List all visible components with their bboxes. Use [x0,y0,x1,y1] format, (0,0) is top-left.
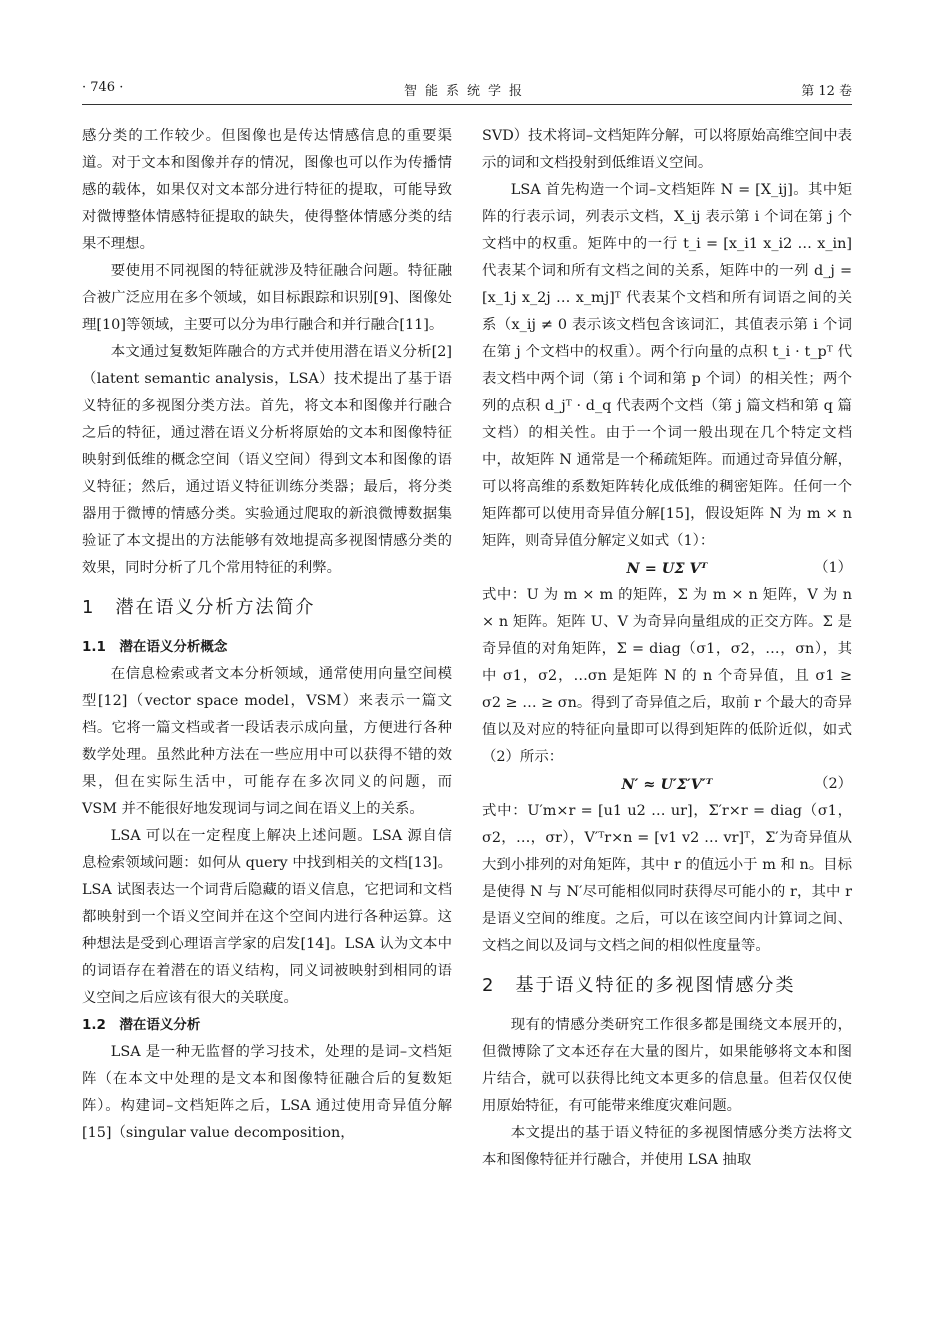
equation-number: （2） [814,776,852,792]
subsection-heading-1-2: 1.2 潜在语义分析 [82,1017,201,1033]
left-column [82,123,452,1147]
equation-number: （1） [814,560,852,576]
section-heading-2: 2 基于语义特征的多视图情感分类 [482,975,796,996]
equation-body: N′ ≈ U′Σ′V′ᵀ [621,776,713,793]
volume-label: 第 12 卷 [801,84,852,99]
running-head [82,80,852,104]
paragraph: LSA 是一种无监督的学习技术，处理的是词–文档矩阵（在本文中处理的是文本和图像特征融合后的复数矩阵）。构建词–文档矩阵之后，LSA 通过使用奇异值分解[15]（singular value decomposition， [82,1044,452,1141]
equation-2 [482,771,852,798]
header-rule [82,104,852,105]
paragraph: 式中：U′m×r = [u1 u2 … ur]，Σ′r×r = diag（σ1，σ2，…，σr），V′ᵀr×n = [v1 v2 … vr]ᵀ，Σ′为奇异值从大到小排列的对角矩阵，其中 r 的值远小于 m 和 n。目标是使得 N 与 N′尽可能相似同时获得尽可能小的 r，其中 r 是语义空间的维度。之后，可以在该空间内计算词之间、文档之间以及词与文档之间的相似性度量等。 [482,803,852,954]
paragraph: 现有的情感分类研究工作很多都是围绕文本展开的，但微博除了文本还存在大量的图片，如果能够将文本和图片结合，就可以获得比纯文本更多的信息量。但若仅仅使用原始特征，有可能带来维度灾难问题。 [482,1017,852,1114]
paragraph: LSA 可以在一定程度上解决上述问题。LSA 源自信息检索领域问题：如何从 query 中找到相关的文档[13]。LSA 试图表达一个词背后隐藏的语义信息，它把词和文档都映射到一个语义空间并在这个空间内进行各种运算。这种想法是受到心理语言学家的启发[14]。LSA 认为文本中的词语存在着潜在的语义结构，同义词被映射到相同的语义空间之后应该有很大的关联度。 [82,828,452,1006]
paragraph: 要使用不同视图的特征就涉及特征融合问题。特征融合被广泛应用在多个领域，如目标跟踪和识别[9]、图像处理[10]等领域，主要可以分为串行融合和并行融合[11]。 [82,263,452,333]
section-heading-1: 1 潜在语义分析方法简介 [82,597,316,618]
journal-title: 智能系统学报 [403,84,530,99]
paragraph: SVD）技术将词–文档矩阵分解，可以将原始高维空间中表示的词和文档投射到低维语义空间。 [482,128,852,171]
equation-body: N = UΣ Vᵀ [626,560,708,577]
equation-1 [482,555,852,582]
paragraph: LSA 首先构造一个词–文档矩阵 N = [X_ij]。其中矩阵的行表示词，列表示文档，X_ij 表示第 i 个词在第 j 个文档中的权重。矩阵中的一行 t_i = [x_i1 x_i2 … x_in] 代表某个词和所有文档之间的关系，矩阵中的一列 d_j = [x_1j x_2j … x_mj]ᵀ 代表某个文档和所有词语之间的关系（x_ij ≠ 0 表示该文档包含该词汇，其值表示第 i 个词在第 j 个文档中的权重）。两个行向量的点积 t_i · t_pᵀ 代表文档中两个词（第 i 个词和第 p 个词）的相关性；两个列的点积 d_jᵀ · d_q 代表两个文档（第 j 篇文档和第 q 篇文档）的相关性。由于一个词一般出现在几个特定文档中，故矩阵 N 通常是一个稀疏矩阵。而通过奇异值分解，可以将高维的系数矩阵转化成低维的稠密矩阵。任何一个矩阵都可以使用奇异值分解[15]，假设矩阵 N 为 m × n 矩阵，则奇异值分解定义如式（1）： [482,182,852,549]
right-column [482,123,852,1174]
paragraph: 本文提出的基于语义特征的多视图情感分类方法将文本和图像特征并行融合，并使用 LSA 抽取 [482,1125,852,1168]
subsection-heading-1-1: 1.1 潜在语义分析概念 [82,639,228,655]
page-number: · 746 · [82,80,124,95]
paragraph: 式中：U 为 m × m 的矩阵，Σ 为 m × n 矩阵，V 为 n × n 矩阵。矩阵 U、V 为奇异向量组成的正交方阵。Σ 是奇异值的对角矩阵，Σ = diag（σ1，σ2，…，σn），其中 σ1，σ2，…σn 是矩阵 N 的 n 个奇异值，且 σ1 ≥ σ2 ≥ … ≥ σn。得到了奇异值之后，取前 r 个最大的奇异值以及对应的特征向量即可以得到矩阵的低阶近似，如式（2）所示： [482,587,852,765]
paragraph: 本文通过复数矩阵融合的方式并使用潜在语义分析[2]（latent semantic analysis，LSA）技术提出了基于语义特征的多视图分类方法。首先，将文本和图像并行融合之后的特征，通过潜在语义分析将原始的文本和图像特征映射到低维的概念空间（语义空间）得到文本和图像的语义特征；然后，通过语义特征训练分类器；最后，将分类器用于微博的情感分类。实验通过爬取的新浪微博数据集验证了本文提出的方法能够有效地提高多视图情感分类的效果，同时分析了几个常用特征的利弊。 [82,344,452,576]
paragraph: 感分类的工作较少。但图像也是传达情感信息的重要渠道。对于文本和图像并存的情况，图像也可以作为传播情感的载体，如果仅对文本部分进行特征的提取，可能导致对微博整体情感特征提取的缺失，使得整体情感分类的结果不理想。 [82,128,452,252]
paragraph: 在信息检索或者文本分析领域，通常使用向量空间模型[12]（vector space model，VSM）来表示一篇文档。它将一篇文档或者一段话表示成向量，方便进行各种数学处理。虽然此种方法在一些应用中可以获得不错的效果，但在实际生活中，可能存在多次同义的问题，而 VSM 并不能很好地发现词与词之间在语义上的关系。 [82,666,452,817]
